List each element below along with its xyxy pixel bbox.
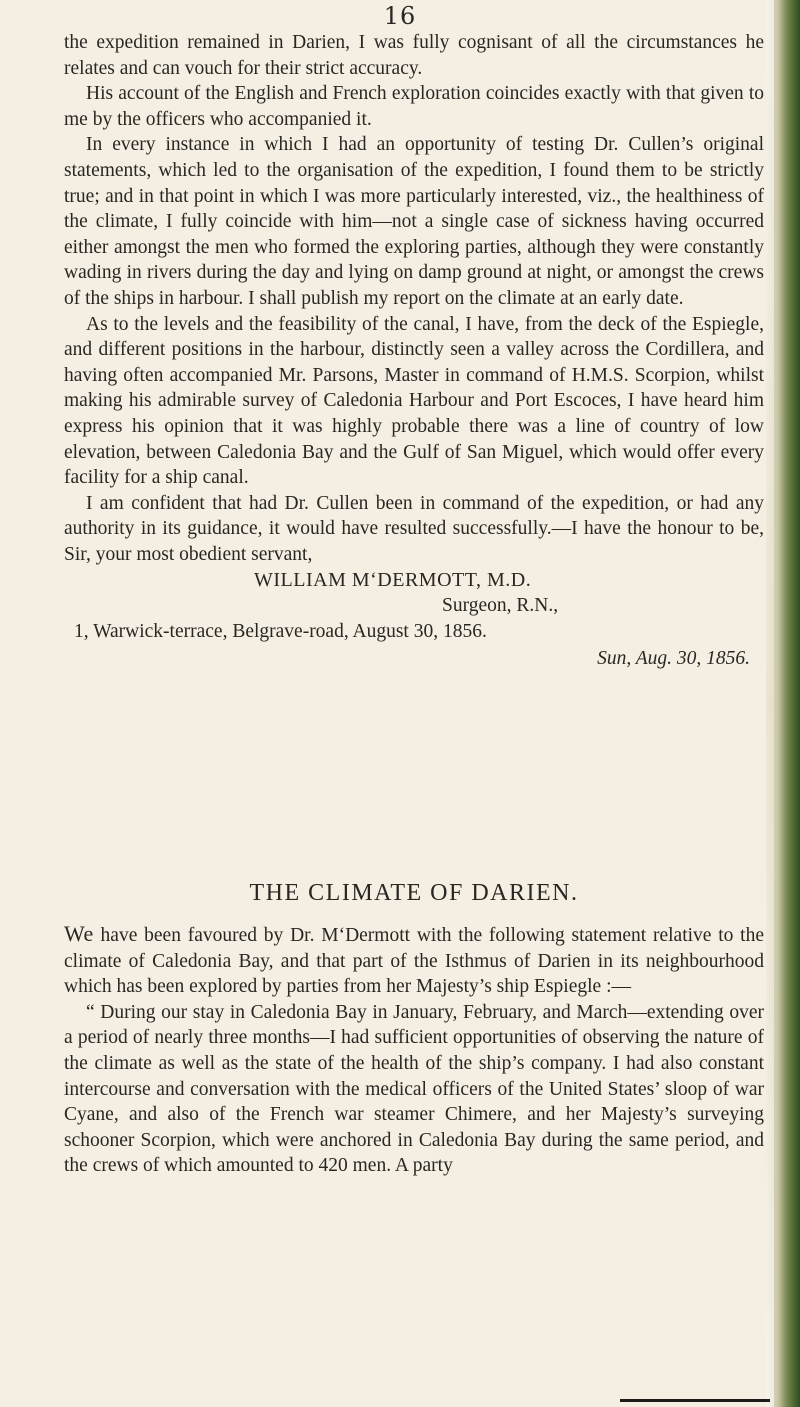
signature-name: WILLIAM M‘DERMOTT, M.D. (254, 569, 532, 592)
signature-address: 1, Warwick-terrace, Belgrave-road, August 30, 1856. (74, 621, 487, 643)
article-section (64, 880, 764, 1179)
letter-paragraph-2: His account of the English and French exploration coincides exactly with that given to me by the officers who accompanied it. (64, 83, 764, 130)
opening-word: We (64, 921, 94, 946)
bottom-rule (620, 1399, 770, 1402)
page-number: 16 (383, 2, 417, 30)
signature-rank: Surgeon, R.N., (442, 595, 559, 617)
letter-section (64, 30, 764, 672)
article-intro (64, 921, 764, 1000)
letter-paragraph-4: As to the levels and the feasibility of the canal, I have, from the deck of the Espiegle, and different positions in the harbour, distinctly seen a valley across the Cordillera, and having often accompanied Mr. Parsons, Master in command of H.M.S. Scorpion, whilst making his admirable survey of Caledonia Harbour and Port Escoces, I have heard him express his opinion that it was highly probable there was a line of country of low elevation, between Caledonia Bay and the Gulf of San Miguel, which would offer every facility for a ship canal. (64, 313, 764, 489)
letter-paragraph-3: In every instance in which I had an opportunity of testing Dr. Cullen’s original statements, which led to the organisation of the expedition, I found them to be strictly true; and in that point in which I was more particularly interested, viz., the healthiness of the climate, I fully coincide with him—not a single case of sickness having occurred either amongst the men who formed the exploring parties, although they were constantly wading in rivers during the day and lying on damp ground at night, or amongst the crews of the ships in harbour. I shall publish my report on the climate at an early date. (64, 134, 764, 309)
source-citation: Sun, Aug. 30, 1856. (597, 647, 750, 669)
letter-paragraph-1: the expedition remained in Darien, I was fully cognisant of all the circumstances he relates and can vouch for their strict accuracy. (64, 32, 764, 79)
opening-text: have been favoured by Dr. M‘Dermott with the following statement relative to the climate of Caledonia Bay, and that part of the Isthmus of Darien in its neighbourhood which has been explored by parties from her Majesty’s ship Espiegle :— (64, 925, 764, 998)
article-quote: “ During our stay in Caledonia Bay in January, February, and March—extending over a period of nearly three months—I had sufficient opportunities of observing the nature of the climate as well as the state of the health of the ship’s company. I had also constant intercourse and conversation with the medical officers of the United States’ sloop of war Cyane, and also of the French war steamer Chimere, and her Majesty’s surveying schooner Scorpion, which were anchored in Caledonia Bay during the same period, and the crews of which amounted to 420 men. A party (64, 1001, 764, 1177)
letter-paragraph-5: I am confident that had Dr. Cullen been in command of the expedition, or had any authority in its guidance, it would have resulted successfully.—I have the honour to be, Sir, your most obedient servant, (64, 492, 764, 565)
article-heading: THE CLIMATE OF DARIEN. (249, 880, 579, 906)
book-binding-edge (766, 0, 800, 1407)
